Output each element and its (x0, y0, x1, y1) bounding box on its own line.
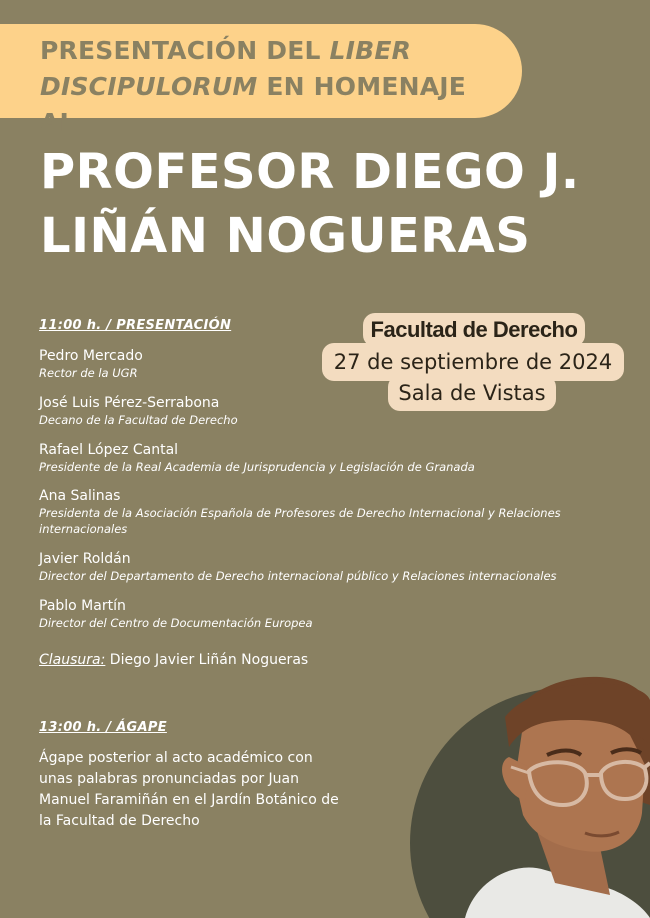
speaker-item (39, 441, 599, 475)
speaker-role: Decano de la Facultad de Derecho (39, 413, 238, 427)
speaker-role: Presidenta de la Asociación Española de Profesores de Derecho Internacional y Relaciones internacionales (39, 506, 561, 536)
venue-faculty: Facultad de Derecho (370, 317, 578, 342)
session2-text: Ágape posterior al acto académico con unas palabras pronunciadas por Juan Manuel Faramiñán en el Jardín Botánico de la Facultad de Derecho (39, 750, 339, 829)
session2-heading: 13:00 h. / ÁGAPE (39, 720, 167, 735)
closing-label: Clausura: (39, 652, 106, 668)
speaker-role: Rector de la UGR (39, 366, 138, 380)
banner-line2-a: DISCIPULORUM (40, 72, 258, 101)
honoree-line2: LIÑÁN NOGUERAS (40, 208, 531, 264)
venue-room: Sala de Vistas (398, 381, 546, 405)
honoree-name (40, 140, 640, 268)
speaker-item (39, 597, 599, 631)
banner-line1-a: PRESENTACIÓN DEL (40, 36, 330, 65)
banner-heading (40, 33, 510, 141)
venue-date: 27 de septiembre de 2024 (333, 350, 613, 374)
speaker-name: Ana Salinas (39, 488, 121, 504)
speaker-item (39, 487, 599, 537)
closing-name: Diego Javier Liñán Nogueras (109, 652, 309, 668)
speaker-name: Rafael López Cantal (39, 442, 179, 458)
speaker-name: Pedro Mercado (39, 348, 143, 364)
honoree-line1: PROFESOR DIEGO J. (40, 144, 580, 200)
banner-line1-b: LIBER (329, 36, 412, 65)
venue-faculty-pill (363, 313, 585, 347)
portrait-illustration (405, 655, 650, 918)
closing-line (39, 652, 308, 668)
speaker-role: Director del Departamento de Derecho internacional público y Relaciones internacionales (39, 569, 557, 583)
speaker-name: Javier Roldán (39, 551, 131, 567)
speaker-item (39, 550, 599, 584)
banner-line2-b: EN HOMENAJE AL (40, 72, 467, 137)
speaker-item (39, 394, 599, 428)
speaker-name: Pablo Martín (39, 598, 126, 614)
speaker-name: José Luis Pérez-Serrabona (39, 395, 220, 411)
speaker-role: Presidente de la Real Academia de Jurisprudencia y Legislación de Granada (39, 460, 475, 474)
speaker-item (39, 347, 599, 381)
session1-heading: 11:00 h. / PRESENTACIÓN (39, 318, 232, 333)
speaker-role: Director del Centro de Documentación Europea (39, 616, 313, 630)
